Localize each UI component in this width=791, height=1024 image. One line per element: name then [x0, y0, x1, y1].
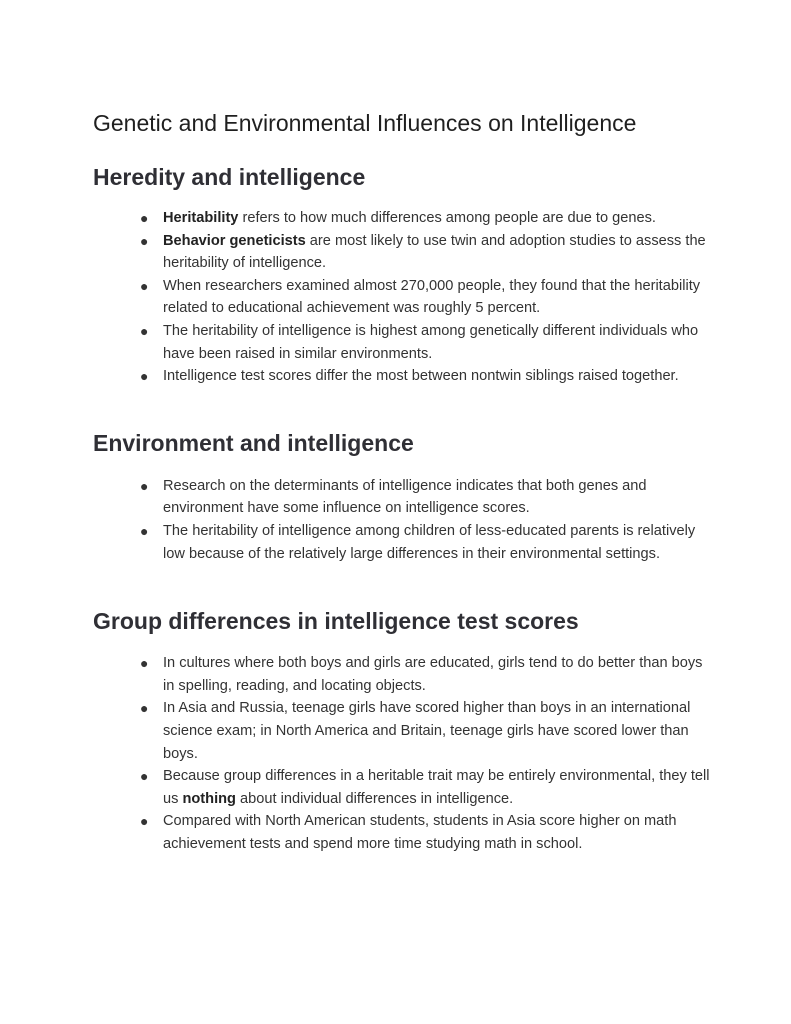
list-item [93, 652, 713, 697]
bullet-icon: ● [140, 700, 149, 717]
list-item [93, 520, 713, 565]
bullet-icon: ● [140, 232, 149, 249]
list-item [93, 697, 713, 765]
list-item-text: Because group differences in a heritable trait may be entirely environmental, they tell us [163, 768, 710, 807]
list-item [93, 765, 713, 810]
list-item-text: In cultures where both boys and girls are educated, girls tend to do better than boys in spelling, reading, and locating objects. [163, 655, 703, 694]
list-item [93, 275, 713, 320]
list-item [93, 320, 713, 365]
section-heading-heredity: Heredity and intelligence [93, 164, 366, 190]
bullet-icon: ● [140, 210, 149, 226]
bullet-icon: ● [140, 368, 149, 385]
list-item-text: In Asia and Russia, teenage girls have scored higher than boys in an international science exam; in North America and Britain, teenage girls have scored lower than boys. [163, 700, 691, 762]
document-title: Genetic and Environmental Influences on Intelligence [93, 110, 637, 136]
bullet-icon: ● [140, 477, 149, 494]
list-item-text: are most likely to use twin and adoption studies to assess the heritability of intelligence. [163, 232, 706, 272]
list-item-text: refers to how much differences among people are due to genes. [238, 210, 656, 226]
list-item [93, 230, 713, 275]
bold-term: nothing [182, 790, 236, 807]
bullet-list-group-differences [93, 652, 713, 855]
list-item-text: about individual differences in intelligence. [235, 790, 514, 807]
list-item-text: When researchers examined almost 270,000 people, they found that the heritability related to educational achievement was roughly 5 percent. [163, 277, 701, 317]
list-item [93, 475, 713, 520]
bullet-list-environment [93, 475, 713, 565]
bullet-icon: ● [140, 768, 149, 785]
bullet-icon: ● [140, 322, 149, 339]
list-item [93, 365, 713, 388]
document-page [93, 108, 713, 855]
bold-term: Behavior geneticists [163, 232, 306, 249]
list-item-text: The heritability of intelligence is highest among genetically different individuals who have been raised in similar environments. [163, 322, 699, 362]
list-item [93, 810, 713, 855]
bullet-icon: ● [140, 813, 149, 830]
bullet-icon: ● [140, 655, 149, 672]
list-item-text: The heritability of intelligence among children of less-educated parents is relatively low because of the relatively large differences in their environmental settings. [163, 522, 696, 562]
bullet-icon: ● [140, 277, 149, 294]
list-item-text: Intelligence test scores differ the most between nontwin siblings raised together. [163, 368, 679, 385]
section-heading-environment: Environment and intelligence [93, 429, 414, 456]
list-item [93, 207, 713, 230]
bullet-list-heredity [93, 207, 713, 388]
list-item-text: Compared with North American students, students in Asia score higher on math achievement tests and spend more time studying math in school. [163, 813, 677, 852]
section-heading-group-differences: Group differences in intelligence test scores [93, 608, 579, 635]
bullet-icon: ● [140, 522, 149, 539]
bold-term: Heritability [163, 210, 239, 226]
list-item-text: Research on the determinants of intelligence indicates that both genes and environment have some influence on intelligence scores. [163, 477, 647, 517]
